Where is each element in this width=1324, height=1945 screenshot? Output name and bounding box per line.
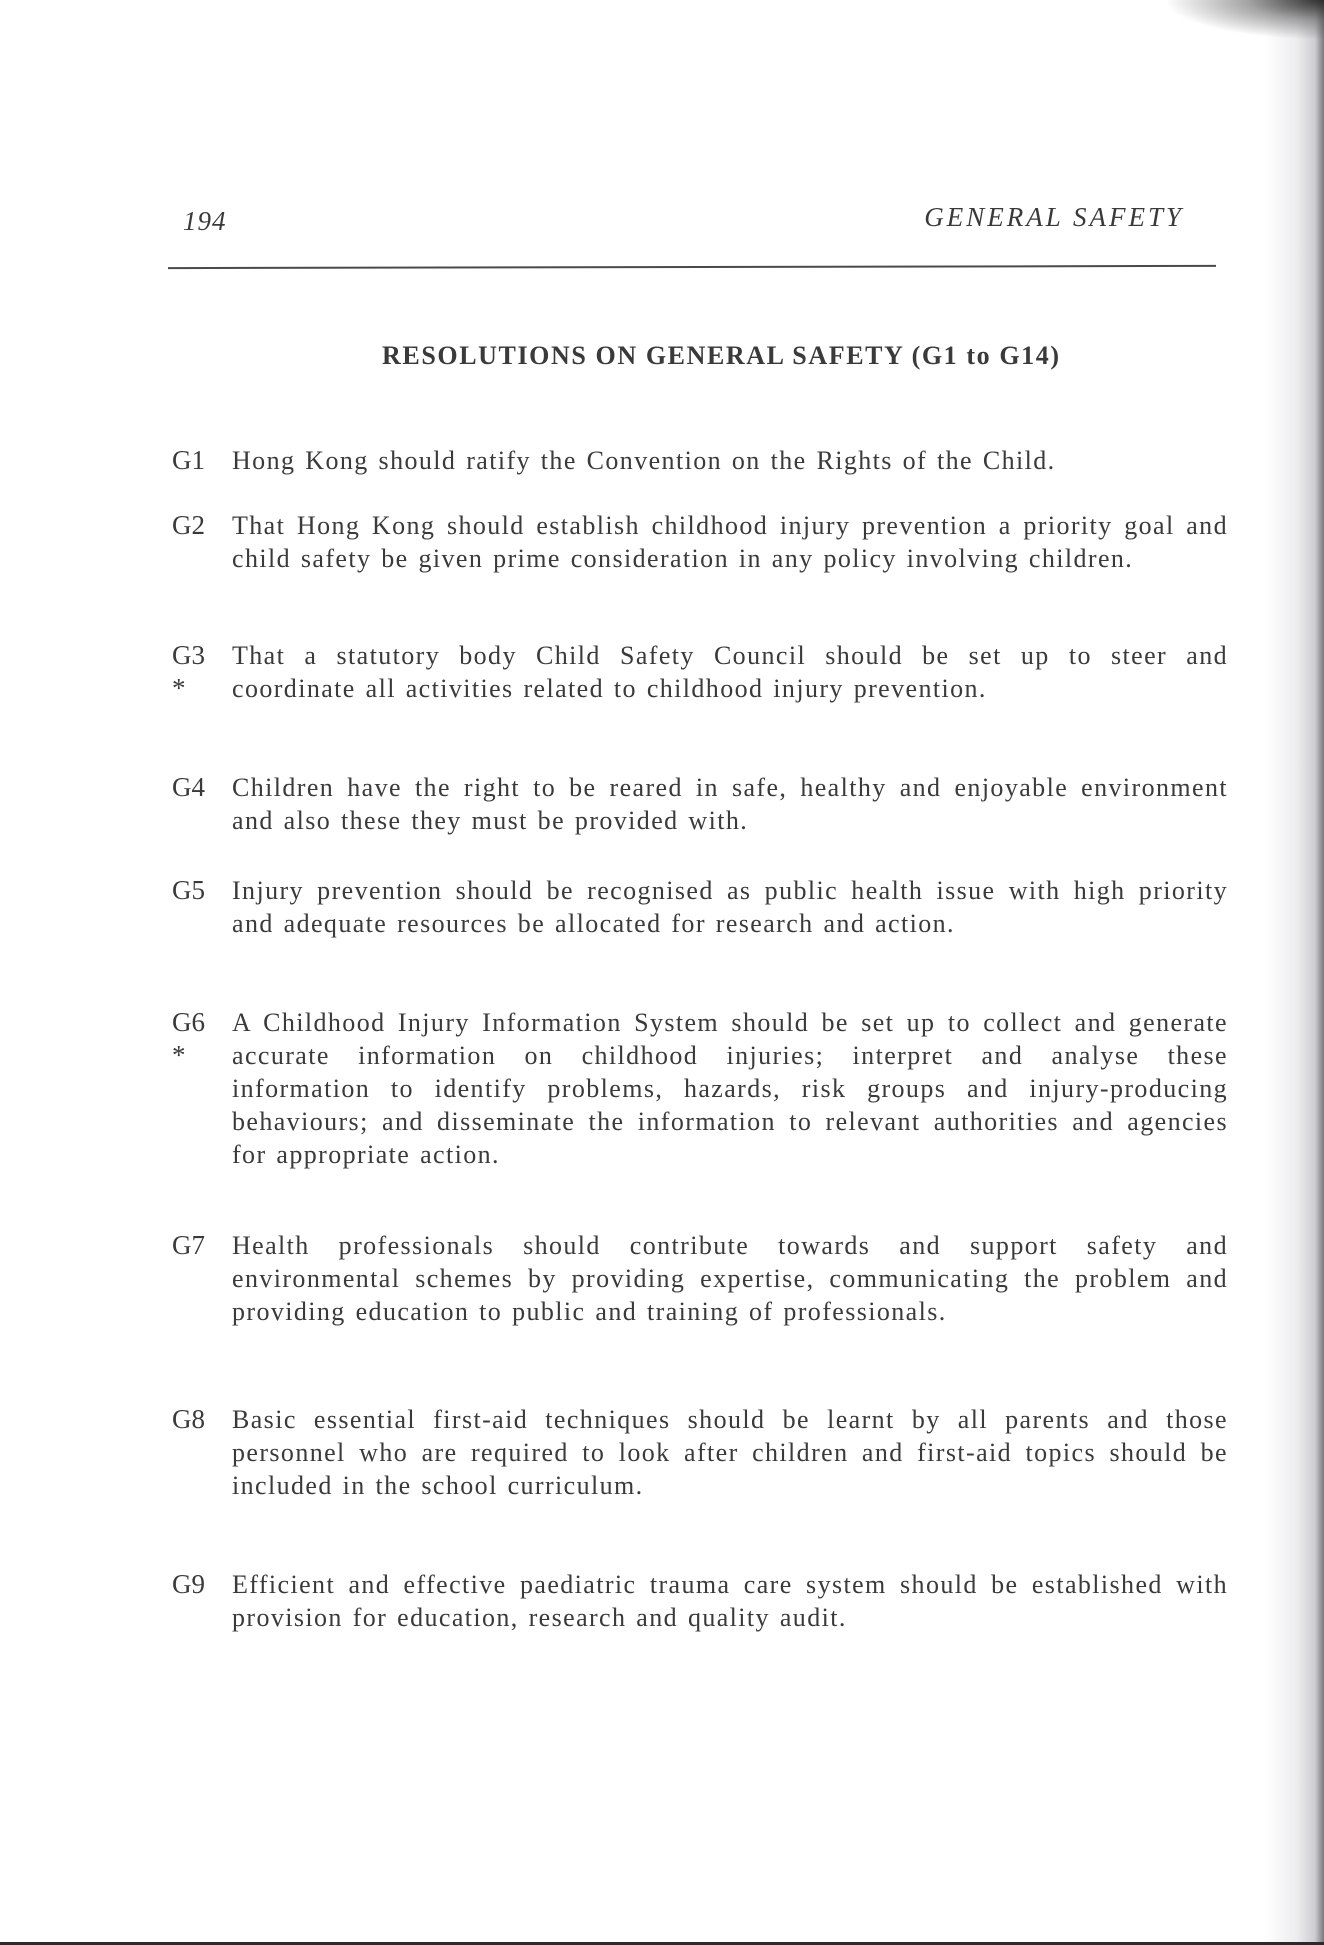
resolution-g3 — [172, 639, 1228, 705]
resolution-label — [172, 1229, 228, 1262]
resolution-g8 — [172, 1403, 1228, 1502]
resolution-label — [172, 771, 228, 804]
resolution-label — [172, 874, 228, 907]
page-number: 194 — [183, 206, 227, 236]
resolution-id: G8 — [172, 1404, 205, 1434]
asterisk-marker: * — [172, 1040, 186, 1070]
resolution-g6 — [172, 1006, 1228, 1171]
resolution-id: G1 — [172, 445, 205, 475]
resolution-label — [172, 1006, 228, 1072]
resolution-id: G5 — [172, 875, 205, 905]
resolution-text: Injury prevention should be recognised as public health issue with high priority and adequate resources be allocated for research and action. — [232, 876, 1228, 938]
resolution-text: A Childhood Injury Information System should be set up to collect and generate accurate information on childhood injuries; interpret and analyse these information to identify problems, hazards, risk groups and injury-producing behaviours; and disseminate the information to relevant authorities and agencies for appropriate action. — [232, 1008, 1228, 1169]
page-corner-shadow — [1164, 0, 1324, 40]
page-edge-shadow — [1264, 0, 1324, 1945]
section-title: RESOLUTIONS ON GENERAL SAFETY (G1 to G14) — [382, 341, 1061, 370]
resolution-id: G4 — [172, 772, 205, 802]
header-rule — [168, 265, 1216, 269]
resolution-label — [172, 1403, 228, 1436]
resolution-label — [172, 444, 228, 477]
resolution-text: Basic essential first-aid techniques should be learnt by all parents and those personnel who are required to look after children and first-aid topics should be included in the school curriculum. — [232, 1405, 1228, 1500]
resolution-g7 — [172, 1229, 1228, 1328]
resolution-label — [172, 1568, 228, 1601]
resolution-g9 — [172, 1568, 1228, 1634]
resolution-text: Children have the right to be reared in safe, healthy and enjoyable environment and also these they must be provided with. — [232, 773, 1228, 835]
running-head: GENERAL SAFETY — [924, 202, 1184, 232]
resolution-id: G6 — [172, 1007, 205, 1037]
resolution-g5 — [172, 874, 1228, 940]
resolution-id: G9 — [172, 1569, 205, 1599]
resolution-text: Hong Kong should ratify the Convention on the Rights of the Child. — [232, 446, 1056, 475]
resolution-g1 — [172, 444, 1228, 477]
resolution-id: G2 — [172, 510, 205, 540]
resolution-label — [172, 639, 228, 705]
resolution-id: G3 — [172, 640, 205, 670]
resolution-label — [172, 509, 228, 542]
asterisk-marker: * — [172, 673, 186, 703]
resolution-text: Efficient and effective paediatric trauma care system should be established with provision for education, research and quality audit. — [232, 1570, 1228, 1632]
resolution-text: That Hong Kong should establish childhood injury prevention a priority goal and child safety be given prime consideration in any policy involving children. — [232, 511, 1228, 573]
resolution-g2 — [172, 509, 1228, 575]
resolution-id: G7 — [172, 1230, 205, 1260]
resolution-text: That a statutory body Child Safety Council should be set up to steer and coordinate all activities related to childhood injury prevention. — [232, 641, 1228, 703]
resolution-g4 — [172, 771, 1228, 837]
resolution-text: Health professionals should contribute towards and support safety and environmental schemes by providing expertise, communicating the problem and providing education to public and training of professionals. — [232, 1231, 1228, 1326]
